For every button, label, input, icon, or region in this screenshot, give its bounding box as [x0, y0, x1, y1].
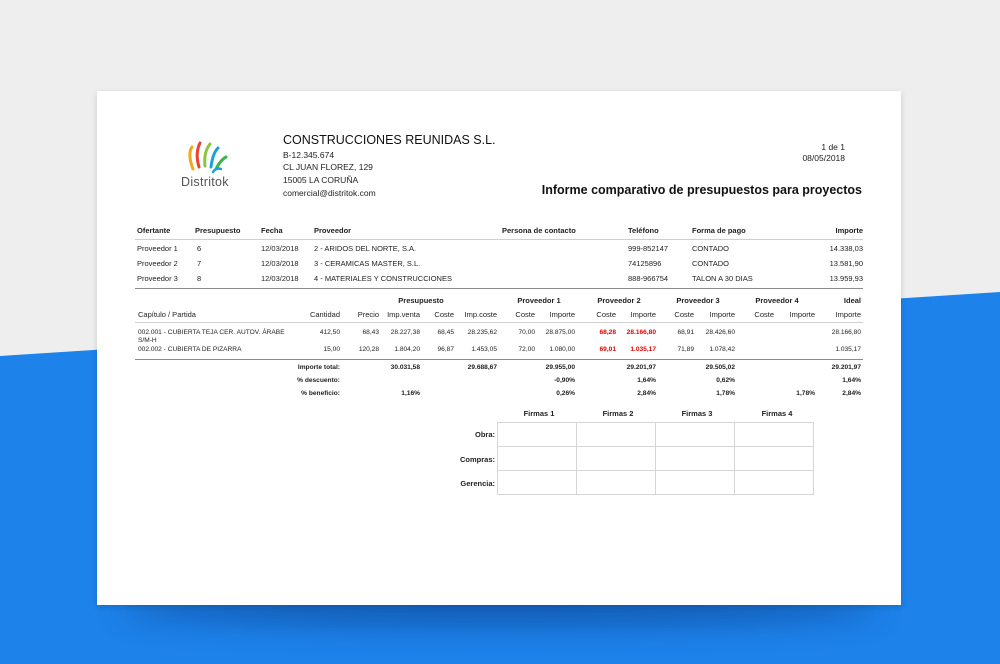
row-precio: 68,43: [362, 329, 379, 336]
offers-bottom-divider: [135, 288, 863, 289]
col-header-partida: Capítulo / Partida: [138, 310, 196, 319]
row-imp-coste: 1.453,05: [471, 346, 497, 353]
col-header-p4-coste: Coste: [754, 310, 774, 319]
offer-cell: 12/03/2018: [261, 259, 299, 268]
offers-header-telefono: Teléfono: [628, 226, 659, 235]
total-beneficio-p3: 1,78%: [716, 390, 735, 397]
total-beneficio-ideal: 2,84%: [842, 390, 861, 397]
signature-col-1: Firmas 1: [523, 409, 555, 418]
offer-cell: 13.581,90: [829, 259, 863, 268]
row-coste: 68,45: [437, 329, 454, 336]
page-info: [802, 142, 845, 163]
total-importe-label: Importe total:: [297, 364, 340, 371]
col-header-p1-coste: Coste: [515, 310, 535, 319]
group-header-presupuesto: Presupuesto: [398, 296, 444, 305]
row-cantidad: 412,50: [319, 329, 340, 336]
signature-box[interactable]: [735, 447, 814, 471]
col-header-imp-coste: Imp.coste: [464, 310, 497, 319]
row-partida: 002.001 - CUBIERTA TEJA CER. AUTOV. ÁRABE: [138, 329, 285, 336]
offers-header-proveedor: Proveedor: [314, 226, 352, 235]
offer-cell: 7: [197, 259, 202, 268]
row-p2-importe: 1.035,17: [630, 346, 656, 353]
comparison-body-divider: [135, 359, 863, 360]
col-header-p3-importe: Importe: [709, 310, 735, 319]
row-p2-importe: 28.166,80: [626, 329, 656, 336]
col-header-p2-coste: Coste: [596, 310, 616, 319]
page-counter: 1 de 1: [821, 142, 845, 152]
total-beneficio-venta: 1,16%: [401, 390, 420, 397]
signature-box[interactable]: [577, 471, 656, 495]
total-beneficio-p4: 1,78%: [796, 390, 815, 397]
group-header-proveedor-2: Proveedor 2: [597, 296, 641, 305]
row-cantidad: 15,00: [323, 346, 340, 353]
comparison-header-divider: [135, 322, 863, 323]
signature-row-compras: Compras:: [459, 455, 495, 464]
row-p1-importe: 28.875,00: [545, 329, 575, 336]
signature-box[interactable]: [735, 423, 814, 447]
company-city: 15005 LA CORUÑA: [283, 175, 359, 185]
distritok-hand-logo-icon: [185, 139, 231, 175]
report-title: Informe comparativo de presupuestos para proyectos: [541, 183, 862, 197]
total-importe-ideal: 29.201,97: [831, 364, 861, 371]
signature-box[interactable]: [735, 471, 814, 495]
signature-grid: [497, 422, 814, 495]
row-p1-coste: 70,00: [518, 329, 535, 336]
signature-box[interactable]: [498, 447, 577, 471]
offers-header-importe: Importe: [835, 226, 863, 235]
offer-cell: 999-852147: [628, 244, 669, 253]
total-importe-p3: 29.505,02: [705, 364, 735, 371]
row-imp-coste: 28.235,62: [467, 329, 497, 336]
row-p1-importe: 1.080,00: [549, 346, 575, 353]
total-beneficio-p1: 0,26%: [556, 390, 575, 397]
report-date: 08/05/2018: [802, 153, 845, 163]
total-descuento-p1: -0,90%: [554, 377, 575, 384]
signature-col-2: Firmas 2: [602, 409, 634, 418]
company-name: CONSTRUCCIONES REUNIDAS S.L.: [283, 133, 496, 147]
row-p3-coste: 68,91: [677, 329, 694, 336]
offers-header-forma-pago: Forma de pago: [692, 226, 746, 235]
offer-cell: Proveedor 2: [137, 259, 178, 268]
offers-header-divider: [135, 239, 863, 240]
signature-row-gerencia: Gerencia:: [460, 479, 495, 488]
signature-col-4: Firmas 4: [761, 409, 793, 418]
col-header-precio: Precio: [357, 310, 379, 319]
offer-cell: 888-966754: [628, 274, 669, 283]
offers-header-presupuesto: Presupuesto: [195, 226, 241, 235]
col-header-imp-venta: Imp.venta: [387, 310, 420, 319]
group-header-proveedor-3: Proveedor 3: [676, 296, 720, 305]
company-tax-id: B-12.345.674: [283, 150, 335, 160]
row-imp-venta: 1.804,20: [394, 346, 420, 353]
logo-text: Distritok: [181, 175, 229, 189]
offer-cell: CONTADO: [692, 259, 729, 268]
offers-header-fecha: Fecha: [261, 226, 283, 235]
row-p1-coste: 72,00: [518, 346, 535, 353]
offer-cell: 3 - CERAMICAS MASTER, S.L.: [314, 259, 421, 268]
row-precio: 120,28: [358, 346, 379, 353]
offer-cell: 12/03/2018: [261, 244, 299, 253]
offer-cell: 6: [197, 244, 202, 253]
offers-header-ofertante: Ofertante: [137, 226, 171, 235]
signature-box[interactable]: [498, 471, 577, 495]
total-beneficio-label: % beneficio:: [301, 390, 340, 397]
row-imp-venta: 28.227,38: [390, 329, 420, 336]
offer-cell: CONTADO: [692, 244, 729, 253]
offer-cell: 2 - ARIDOS DEL NORTE, S.A.: [314, 244, 417, 253]
total-importe-p2: 29.201,97: [626, 364, 656, 371]
report-sheet: [97, 91, 901, 605]
offers-header-contacto: Persona de contacto: [502, 226, 576, 235]
total-descuento-p3: 0,62%: [716, 377, 735, 384]
company-address: CL JUAN FLOREZ, 129: [283, 162, 373, 172]
signature-box[interactable]: [656, 447, 735, 471]
row-ideal: 1.035,17: [835, 346, 861, 353]
signature-row-obra: Obra:: [474, 430, 495, 439]
company-email: comercial@distritok.com: [283, 188, 376, 198]
offer-cell: Proveedor 1: [137, 244, 178, 253]
group-header-ideal: Ideal: [843, 296, 861, 305]
signature-box[interactable]: [577, 423, 656, 447]
offer-cell: 8: [197, 274, 202, 283]
col-header-p4-importe: Importe: [789, 310, 815, 319]
col-header-p3-coste: Coste: [674, 310, 694, 319]
row-coste: 96,87: [437, 346, 454, 353]
row-p2-coste: 69,01: [599, 346, 616, 353]
offer-cell: 14.338,03: [829, 244, 863, 253]
signature-box[interactable]: [656, 471, 735, 495]
row-partida: 002.002 - CUBIERTA DE PIZARRA: [138, 346, 242, 353]
total-importe-venta: 30.031,58: [390, 364, 420, 371]
row-p2-coste: 68,28: [599, 329, 616, 336]
signature-box[interactable]: [577, 447, 656, 471]
row-p3-coste: 71,89: [677, 346, 694, 353]
offer-cell: 13.959,93: [829, 274, 863, 283]
signature-box[interactable]: [498, 423, 577, 447]
total-descuento-label: % descuento:: [297, 377, 340, 384]
row-ideal: 28.166,80: [831, 329, 861, 336]
total-importe-coste: 29.688,67: [467, 364, 497, 371]
offer-cell: Proveedor 3: [137, 274, 178, 283]
offer-cell: 4 - MATERIALES Y CONSTRUCCIONES: [314, 274, 452, 283]
total-descuento-p2: 1,64%: [637, 377, 656, 384]
signature-col-3: Firmas 3: [681, 409, 713, 418]
signature-box[interactable]: [656, 423, 735, 447]
total-descuento-ideal: 1,64%: [842, 377, 861, 384]
row-p3-importe: 28.426,60: [705, 329, 735, 336]
total-beneficio-p2: 2,84%: [637, 390, 656, 397]
row-p3-importe: 1.078,42: [709, 346, 735, 353]
row-partida-cont: S/M-H: [138, 337, 157, 344]
group-header-proveedor-4: Proveedor 4: [755, 296, 799, 305]
col-header-ideal-importe: Importe: [835, 310, 861, 319]
col-header-p2-importe: Importe: [630, 310, 656, 319]
col-header-coste: Coste: [434, 310, 454, 319]
offer-cell: TALON A 30 DIAS: [692, 274, 753, 283]
offer-cell: 74125896: [628, 259, 662, 268]
col-header-cantidad: Cantidad: [309, 310, 340, 319]
group-header-proveedor-1: Proveedor 1: [517, 296, 561, 305]
offer-cell: 12/03/2018: [261, 274, 299, 283]
col-header-p1-importe: Importe: [549, 310, 575, 319]
total-importe-p1: 29.955,00: [545, 364, 575, 371]
